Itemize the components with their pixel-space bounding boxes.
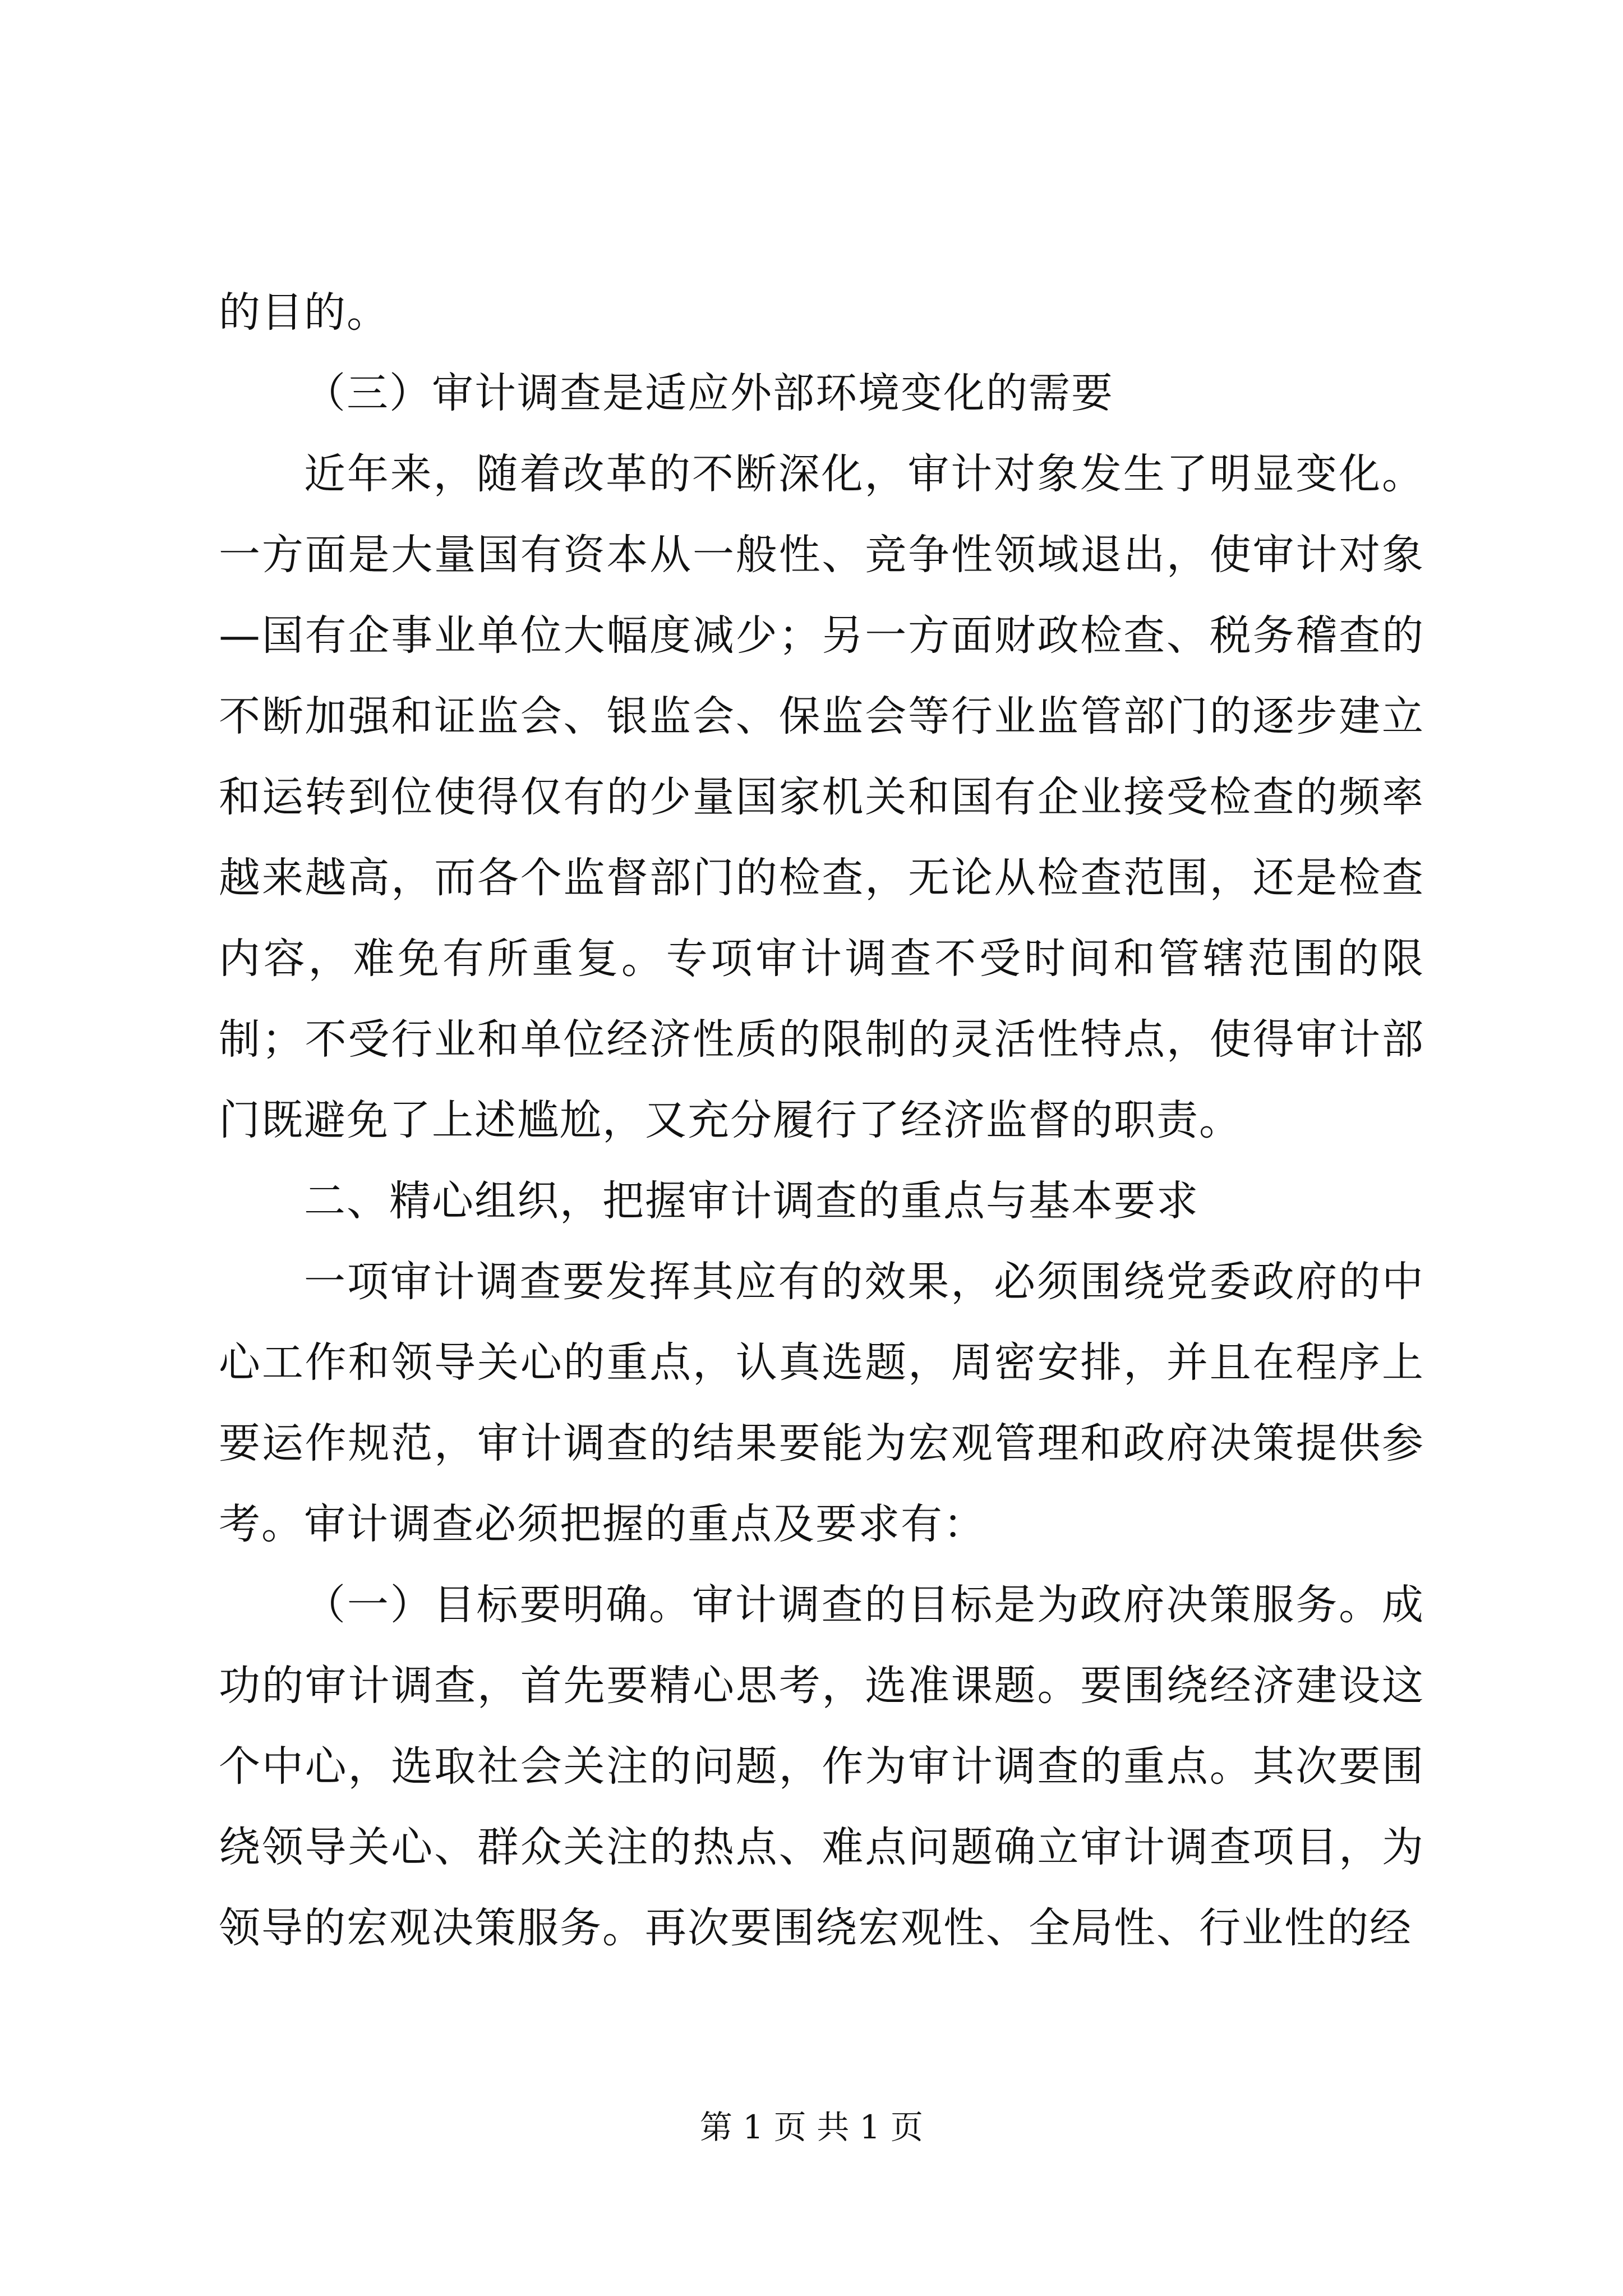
page-number-footer: 第 1 页 共 1 页 bbox=[700, 2108, 923, 2146]
paragraph-environment-change: 近年来，随着改革的不断深化，审计对象发生了明显变化。一方面是大量国有资本从一般性、竞争性领域退出，使审计对象—国有企事业单位大幅度减少；另一方面财政检查、税务稽查的不断加强和证监会、银监会、保监会等行业监管部门的逐步建立和运转到位使得仅有的少量国家机关和国有企业接受检查的频率越来越高，而各个监督部门的检查，无论从检查范围，还是检查内容，难免有所重复。专项审计调查不受时间和管辖范围的限制；不受行业和单位经济性质的限制的灵活性特点，使得审计部门既避免了上述尴尬，又充分履行了经济监督的职责。 bbox=[219, 450, 1424, 1144]
body-text bbox=[219, 272, 1424, 1968]
section-heading-two: 二、精心组织，把握审计调查的重点与基本要求 bbox=[304, 1177, 1199, 1225]
paragraph-continuation: 的目的。 bbox=[219, 288, 389, 337]
paragraph-audit-effect: 一项审计调查要发挥其应有的效果，必须围绕党委政府的中心工作和领导关心的重点，认真选题，周密安排，并且在程序上要运作规范，审计调查的结果要能为宏观管理和政府决策提供参考。审计调查必须把握的重点及要求有： bbox=[219, 1258, 1424, 1548]
subheading-three: （三）审计调查是适应外部环境变化的需要 bbox=[304, 369, 1114, 417]
paragraph-goal-clear: （一）目标要明确。审计调查的目标是为政府决策服务。成功的审计调查，首先要精心思考，选准课题。要围绕经济建设这个中心，选取社会关注的问题，作为审计调查的重点。其次要围绕领导关心、群众关注的热点、难点问题确立审计调查项目，为领导的宏观决策服务。再次要围绕宏观性、全局性、行业性的经 bbox=[219, 1581, 1424, 1952]
